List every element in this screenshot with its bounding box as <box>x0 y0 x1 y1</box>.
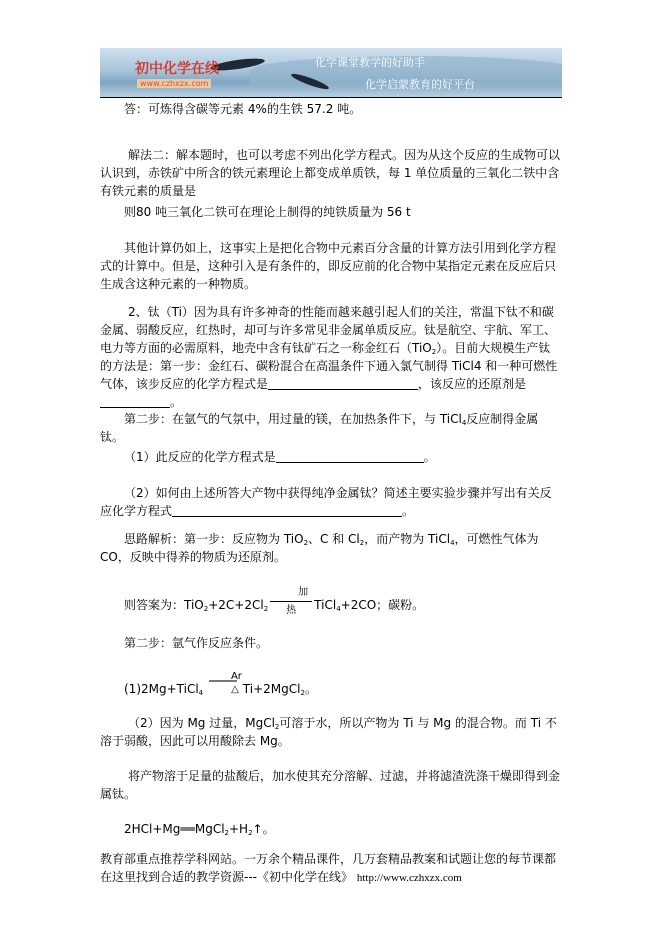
result-paragraph: 则80 吨三氧化二铁可在理论上制得的纯铁质量为 56 t <box>124 205 411 219</box>
answer2-paragraph: （2）因为 Mg 过量，MgCl$_2$可溶于水，所以产物为 Ti 与 Mg 的混合物。而 Ti 不溶于弱酸，因此可以用酸除去 Mg。 <box>100 716 557 748</box>
solution2-paragraph: 解法二：解本题时，也可以考虑不列出化学方程式。因为从这个反应的生成物可以认识到，赤铁矿中所含的铁元素理论上都变成单质铁，每 1 单位质量的三氧化二铁中含有铁元素的质量是 <box>100 148 561 198</box>
footer-ad: 教育部重点推荐学科网站。一万余个精品课件，几万套精品教案和试题让您的每节课都在这里找到合适的教学资源---《初中化学在线》 http://www.czhxzx.com <box>100 852 557 884</box>
question2-paragraph: 2、钛（Ti）因为具有许多神奇的性能而越来越引起人们的关注，常温下钛不和碳金属、弱酸反应，红热时，却可与许多常见非金属单质反应。钛是航空、宇航、军工、电力等方面的必需原料，地壳中含有钛矿石之一称金红石（TiO$_2$）。目前大规模生产钛的方法是：第一步：金红石、碳粉混合在高温条件下通入氯气制得 TiCl4 和一种可燃性气体，该步反应的化学方程式是 ，该反应的还原剂是。 <box>100 305 558 409</box>
analysis-paragraph: 思路解析：第一步：反应物为 TiO$_2$、C 和 $Cl_2$，而产物为 TiCl$_4$，可燃性气体为CO，反映中得养的物质为还原剂。 <box>100 532 539 564</box>
banner-slogan: 化学课堂教学的好助手 <box>315 56 425 69</box>
reaction-condition: Ar △ <box>207 681 239 693</box>
note-paragraph: 其他计算仍如上，这事实上是把化合物中元素百分含量的计算方法引用到化学方程式的计算中。但是，这种引入是有条件的，即反应前的化合物中某指定元素在反应后只生成含这种元素的一种物质。 <box>100 241 557 291</box>
question2-1: （1）此反应的化学方程式是 。 <box>124 450 436 464</box>
banner-slogan: 化学启蒙教育的好平台 <box>365 78 475 91</box>
equation-1: (1)2Mg+TiCl$_4$ Ar △ Ti+2MgCl$_2$。 <box>124 671 317 697</box>
answer-blank <box>268 377 418 390</box>
answer-blank <box>172 504 402 517</box>
site-banner <box>100 48 562 97</box>
answer-paragraph: 答：可炼得含碳等元素 4%的生铁 57.2 吨。 <box>124 102 362 116</box>
answer-equation: 则答案为：$TiO_2+2C+2Cl_2$ 加 热 TiCl$_4$+2CO；碳粉。 <box>124 587 425 616</box>
dissolve-paragraph: 将产物溶于足量的盐酸后，加水使其充分溶解、过滤，并将滤渣洗涤干燥即得到金属钛。 <box>100 769 561 801</box>
step2-condition: 第二步：氩气作反应条件。 <box>124 636 269 650</box>
equation-2: $2HCl+Mg══MgCl_2+H_2↑$。 <box>124 822 275 837</box>
question2-2: （2）如何由上述所答大产物中获得纯净金属钛？简述主要实验步骤并写出有关反应化学方程式 。 <box>100 486 552 518</box>
reaction-condition: 加 热 <box>268 597 314 609</box>
banner-url: www.czhxzx.com <box>137 79 211 88</box>
answer-blank <box>276 450 424 463</box>
footer-link[interactable]: http://www.czhxzx.com <box>356 872 462 884</box>
answer-blank <box>100 395 170 408</box>
step2-paragraph: 第二步：在氩气的气氛中，用过量的镁，在加热条件下，与 TiCl$_4$反应制得金属钛。 <box>100 412 539 444</box>
banner-logo: 初中化学在线 <box>135 61 219 77</box>
header-divider <box>100 97 562 98</box>
